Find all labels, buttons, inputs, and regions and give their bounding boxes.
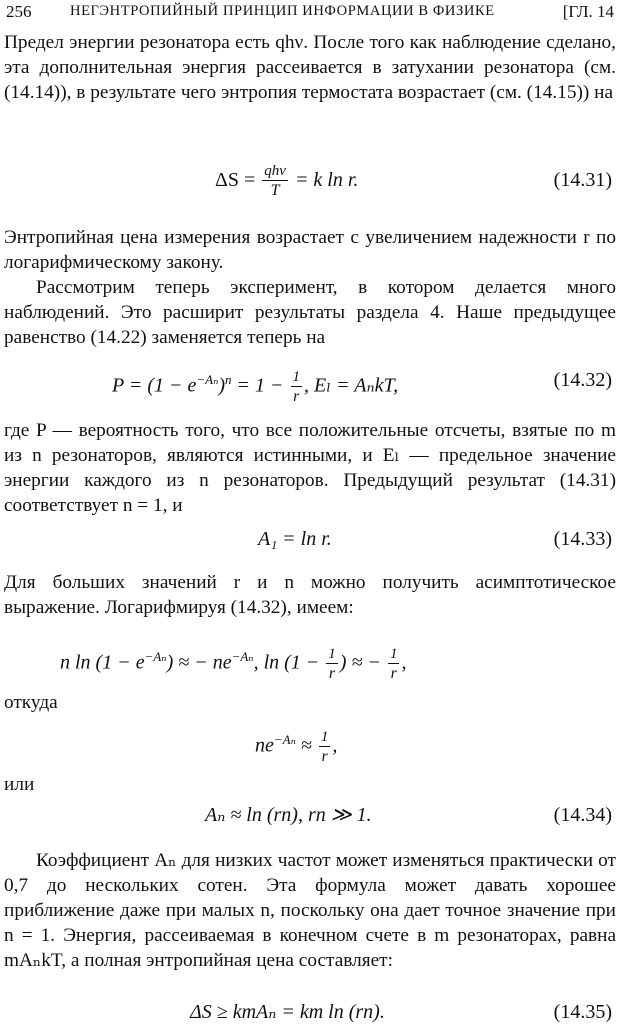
paragraph-4: где P — вероятность того, что все положительные отсчеты, взятые по m из n резонаторов, являются истинными, и Eₗ — предельное значение энергии каждого из n резонаторов. Предыдущий результат (14.31) соответствует n = 1, и	[4, 420, 616, 516]
equation-14-32	[0, 363, 620, 405]
paragraph-3: Рассмотрим теперь эксперимент, в котором делается много наблюдений. Это расширит результаты раздела 4. Наше предыдущее равенство (14.22) заменяется теперь на	[4, 277, 616, 348]
equation-asymptotic	[0, 723, 620, 765]
fraction: $\frac{1}{r}$	[389, 645, 398, 682]
equation-formula: ΔS ≥ kmAₙ = km ln (rn).	[190, 1001, 385, 1023]
fraction: $\frac{1}{r}$	[292, 368, 301, 405]
equation-number: (14.33)	[553, 528, 612, 550]
equation-number: (14.35)	[553, 1001, 612, 1023]
page-number: 256	[6, 2, 32, 21]
paragraph-5: Для больших значений r и n можно получить асимптотическое выражение. Логарифмируя (14.32), имеем:	[4, 572, 616, 618]
running-title: НЕГЭНТРОПИЙНЫЙ ПРИНЦИП ИНФОРМАЦИИ В ФИЗИКЕ	[70, 3, 495, 19]
equation-number: (14.31)	[553, 169, 612, 191]
chapter-label: [ГЛ. 14	[562, 2, 614, 21]
equation-formula: A₁ = ln r.	[258, 528, 332, 550]
equation-14-34	[0, 798, 620, 832]
equation-number: (14.34)	[553, 804, 612, 826]
equation-formula: $P = (1 - e^{-A_n})^n = 1$ − $\frac{1}{r}$ , Eₗ = AₙkT,	[112, 368, 399, 405]
equation-formula: ΔS = $\frac{\text{qhν}}{T}$ = k ln r.	[215, 162, 359, 199]
equation-14-35	[0, 995, 620, 1029]
equation-formula: Aₙ ≈ ln (rn), rn ≫ 1.	[205, 804, 372, 826]
paragraph-8: Коэффициент Aₙ для низких частот может изменяться практически от 0,7 до нескольких сотен. Эта формула может давать хорошее приближение даже при малых n, поскольку она дает точное значение при n = 1. Энергия, рассеиваемая в конечном счете в m резонаторах, равна mAₙkT, а полная энтропийная цена составляет:	[4, 850, 616, 971]
equation-number: (14.32)	[553, 369, 612, 391]
paragraph-7: или	[4, 774, 35, 795]
equation-14-31	[0, 163, 620, 197]
equation-formula: $ne^{-A_n}$ ≈ $\frac{1}{r}$ ,	[255, 728, 338, 765]
equation-formula: n $\ln (1 - e^{-A_n})$ ≈ − $ne^{-A_n}$, ln (1 − $\frac{1}{r}$ ) ≈ − $\frac{1}{r}$ ,	[60, 645, 407, 682]
equation-log	[0, 640, 620, 682]
paragraph-1: Предел энергии резонатора есть qhν. После того как наблюдение сделано, эта дополнительная энергия рассеивается в затухании резонатора (см. (14.14)), в результате чего энтропия термостата возрастает (см. (14.15)) на	[4, 32, 616, 103]
paragraph-6: откуда	[4, 692, 58, 713]
fraction: $\frac{1}{r}$	[320, 728, 329, 765]
page-header	[6, 2, 614, 26]
equation-14-33	[0, 522, 620, 556]
fraction: $\frac{1}{r}$	[328, 645, 336, 682]
paragraph-2: Энтропийная цена измерения возрастает с увеличением надежности r по логарифмическому закону.	[4, 227, 616, 273]
fraction: $\frac{\text{qhν}}{T}$	[264, 162, 286, 199]
